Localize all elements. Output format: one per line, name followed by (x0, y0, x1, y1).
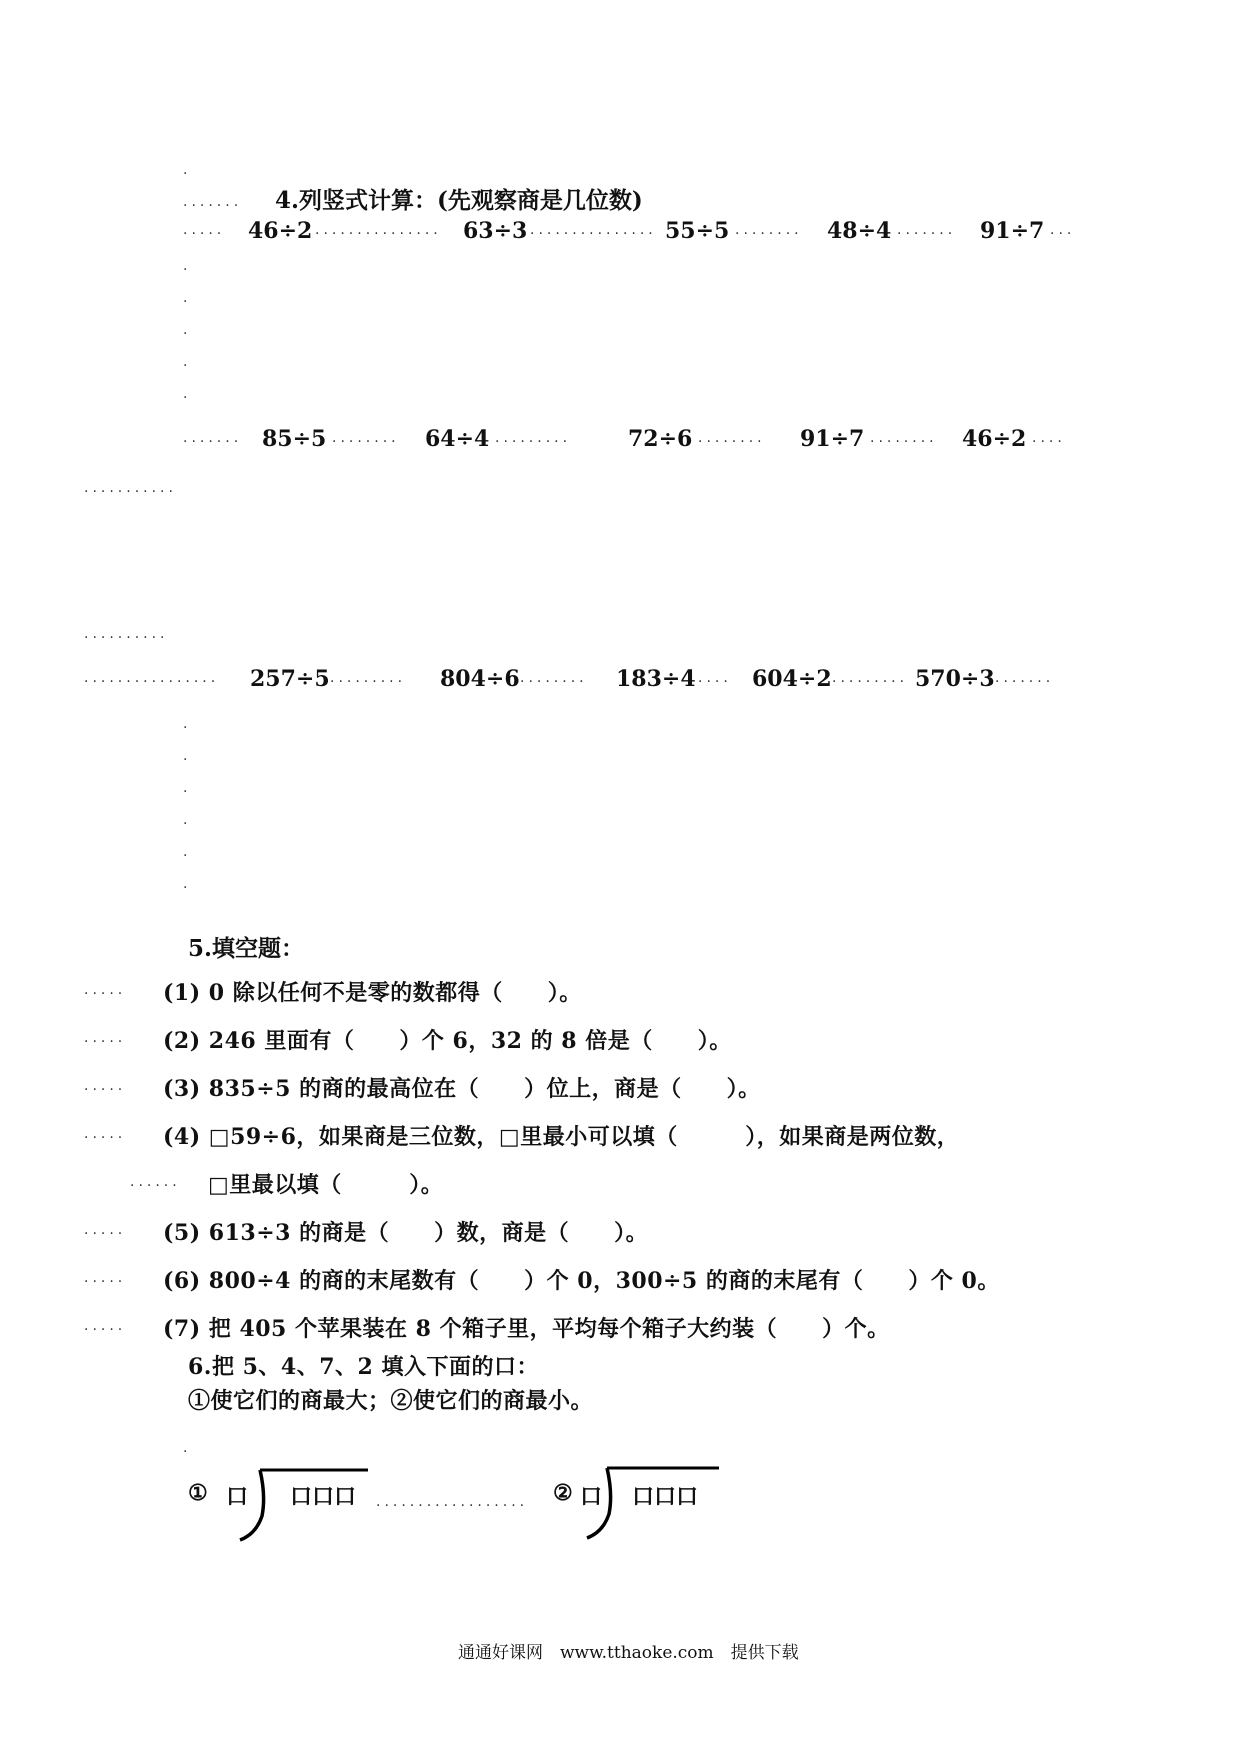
dot-leader: . (183, 290, 192, 306)
division-expression: 183÷4 (616, 666, 696, 692)
fill-blank-item: (7) 把 405 个苹果装在 8 个箱子里，平均每个箱子大约装（ ）个。 (163, 1316, 890, 1342)
dot-leader: ....... (183, 194, 243, 210)
dot-leader: . (183, 780, 192, 796)
dot-leader: ................ (84, 670, 220, 686)
dot-leader: .... (1032, 430, 1066, 446)
dot-leader: . (183, 1440, 192, 1456)
division-expression: 91÷7 (980, 218, 1045, 244)
fill-blank-item: (6) 800÷4 的商的末尾数有（ ）个 0，300÷5 的商的末尾有（ ）个 0。 (163, 1268, 1000, 1294)
dot-leader: ............... (530, 222, 657, 238)
fill-blank-item: (5) 613÷3 的商是（ ）数，商是（ ）。 (163, 1220, 649, 1246)
division-expression: 46÷2 (248, 218, 313, 244)
division-expression: 85÷5 (262, 426, 327, 452)
dot-leader: ....... (995, 670, 1055, 686)
division-expression: 46÷2 (962, 426, 1027, 452)
dot-leader: ......... (495, 430, 572, 446)
dot-leader: ..... (84, 1030, 127, 1046)
division-expression: 570÷3 (915, 666, 995, 692)
dot-leader: ......... (330, 670, 407, 686)
dot-leader: . (183, 716, 192, 732)
dot-leader: ........ (520, 670, 588, 686)
dot-leader: ..... (84, 1078, 127, 1094)
dot-leader: ..... (84, 1270, 127, 1286)
fill-blank-item: (3) 835÷5 的商的最高位在（ ）位上，商是（ ）。 (163, 1076, 761, 1102)
label: ② (553, 1480, 573, 1506)
dot-leader: . (183, 844, 192, 860)
dot-leader: ........ (698, 430, 766, 446)
footer-text: 通通好课网 www.tthaoke.com 提供下载 (458, 1643, 799, 1663)
division-expression: 48÷4 (827, 218, 892, 244)
dot-leader: . (183, 258, 192, 274)
dot-leader: . (183, 162, 192, 178)
fill-blank-item: (2) 246 里面有（ ）个 6，32 的 8 倍是（ ）。 (163, 1028, 732, 1054)
dot-leader: . (183, 812, 192, 828)
dot-leader: . (183, 876, 192, 892)
dot-leader: ....... (897, 222, 957, 238)
dot-leader: ..... (183, 222, 226, 238)
division-expression: 55÷5 (665, 218, 730, 244)
divisor-box: 口 (226, 1484, 249, 1510)
dot-leader: ........... (84, 480, 177, 496)
dot-leader: ...... (130, 1174, 181, 1190)
dot-leader: .................. (376, 1494, 529, 1510)
fill-blank-item: □里最以填（ ）。 (208, 1172, 444, 1198)
label: ① (188, 1480, 208, 1506)
division-expression: 91÷7 (800, 426, 865, 452)
division-expression: 72÷6 (628, 426, 693, 452)
dot-leader: ........ (332, 430, 400, 446)
dot-leader: . (183, 322, 192, 338)
dot-leader: ........ (735, 222, 803, 238)
dot-leader: ........ (870, 430, 938, 446)
section-4-title: 4.列竖式计算：(先观察商是几位数) (275, 187, 643, 214)
dividend-boxes: 口口口 (290, 1484, 357, 1510)
dot-leader: ..... (84, 1318, 127, 1334)
dot-leader: ... (1050, 222, 1076, 238)
section-6-subtitle: ①使它们的商最大；②使它们的商最小。 (188, 1388, 594, 1414)
division-expression: 804÷6 (440, 666, 520, 692)
dot-leader: . (183, 354, 192, 370)
dot-leader: .......... (84, 626, 169, 642)
dividend-boxes: 口口口 (632, 1484, 699, 1510)
dot-leader: ..... (84, 1222, 127, 1238)
dot-leader: ......... (832, 670, 909, 686)
dot-leader: .... (698, 670, 732, 686)
section-6-title: 6.把 5、4、7、2 填入下面的口： (188, 1354, 540, 1380)
dot-leader: . (183, 748, 192, 764)
dot-leader: ..... (84, 1126, 127, 1142)
section-5-title: 5.填空题： (188, 935, 305, 962)
dot-leader: ............... (315, 222, 442, 238)
fill-blank-item: (4) □59÷6，如果商是三位数，□里最小可以填（ ），如果商是两位数， (163, 1124, 960, 1150)
division-expression: 64÷4 (425, 426, 490, 452)
division-expression: 257÷5 (250, 666, 330, 692)
division-expression: 63÷3 (463, 218, 528, 244)
division-expression: 604÷2 (752, 666, 832, 692)
dot-leader: ....... (183, 430, 243, 446)
divisor-box: 口 (580, 1484, 603, 1510)
dot-leader: . (183, 386, 192, 402)
dot-leader: ..... (84, 982, 127, 998)
fill-blank-item: (1) 0 除以任何不是零的数都得（ ）。 (163, 980, 582, 1006)
